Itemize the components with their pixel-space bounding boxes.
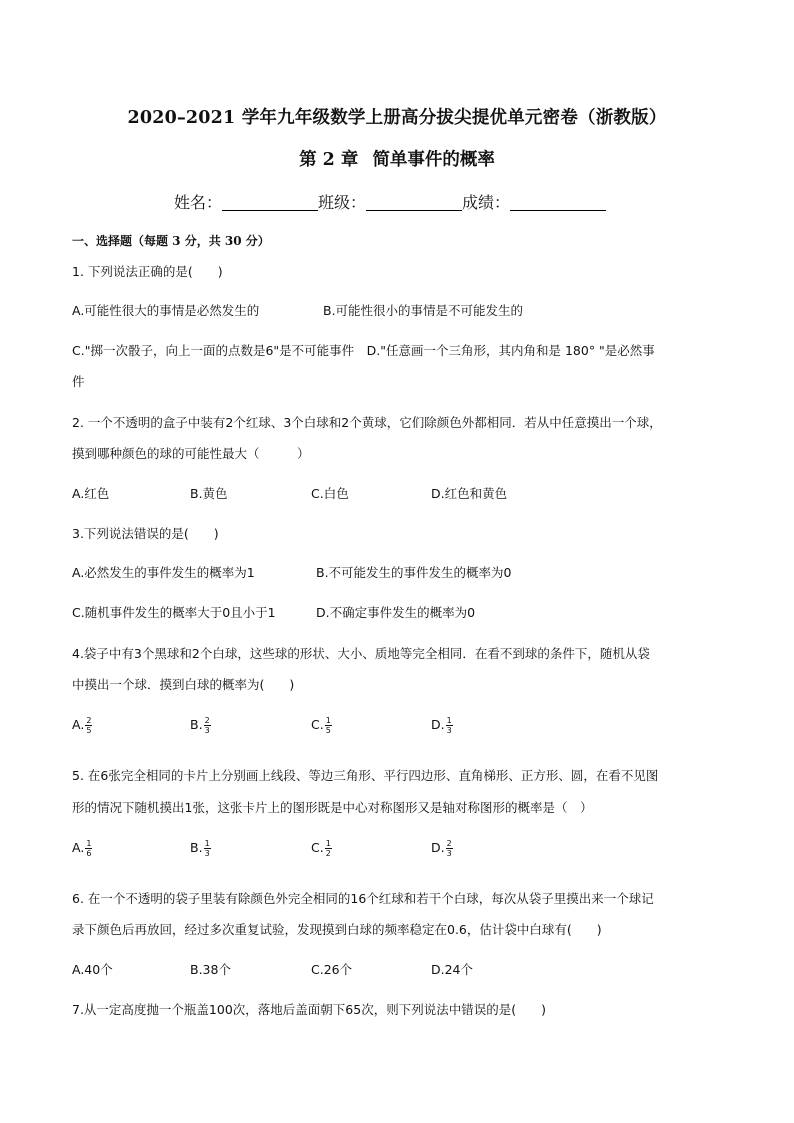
chapter-title: 简单事件的概率 — [372, 150, 495, 170]
chapter-heading — [0, 146, 794, 171]
fraction: $\frac{1}{2}$ — [325, 839, 331, 858]
q4-option-d: D. $\frac{1}{3}$ — [431, 716, 452, 735]
exam-title: 2020–2021 学年九年级数学上册高分拔尖提优单元密卷（浙教版） — [127, 108, 667, 128]
q2-stem-line1: 2. 一个不透明的盒子中装有2个红球、3个白球和2个黄球，它们除颜色外都相同．若从中任意摸出一个球， — [72, 415, 662, 430]
q3-option-b: B.不可能发生的事件发生的概率为0 — [316, 565, 512, 580]
q5-stem-line2: 形的情况下随机摸出1张，这张卡片上的图形既是中心对称图形又是轴对称图形的概率是（ ） — [72, 800, 593, 815]
q4-stem-line2: 中摸出一个球．摸到白球的概率为( ) — [72, 677, 295, 692]
student-info — [174, 190, 606, 213]
q2-option-c: C.白色 — [311, 486, 349, 501]
q6-option-a: A.40个 — [72, 962, 113, 977]
q6-stem-line2: 录下颜色后再放回，经过多次重复试验，发现摸到白球的频率稳定在0.6，估计袋中白球有( ) — [72, 922, 602, 937]
score-label: 成绩： — [462, 193, 511, 212]
q3-stem: 3.下列说法错误的是( ) — [72, 526, 219, 541]
q6-option-d: D.24个 — [431, 962, 474, 977]
fraction: $\frac{2}{3}$ — [204, 716, 210, 735]
q3-option-c: C.随机事件发生的概率大于0且小于1 — [72, 605, 276, 620]
fraction: $\frac{1}{3}$ — [446, 716, 452, 735]
q4-option-b: B. $\frac{2}{3}$ — [190, 716, 210, 735]
q3-option-d: D.不确定事件发生的概率为0 — [316, 605, 476, 620]
q2-option-d: D.红色和黄色 — [431, 486, 508, 501]
fraction: $\frac{1}{6}$ — [86, 839, 92, 858]
q5-option-a: A. $\frac{1}{6}$ — [72, 839, 92, 858]
q4-option-c: C. $\frac{1}{5}$ — [311, 716, 331, 735]
q5-option-c: C. $\frac{1}{2}$ — [311, 839, 331, 858]
q4-stem-line1: 4.袋子中有3个黑球和2个白球，这些球的形状、大小、质地等完全相同．在看不到球的条件下，随机从袋 — [72, 646, 650, 661]
class-field[interactable] — [366, 193, 462, 211]
q5-option-b: B. $\frac{1}{3}$ — [190, 839, 210, 858]
q2-option-b: B.黄色 — [190, 486, 228, 501]
q1-option-b: B.可能性很小的事情是不可能发生的 — [323, 303, 524, 318]
section-heading: 一、选择题（每题 3 分，共 30 分） — [72, 234, 270, 248]
q6-option-b: B.38个 — [190, 962, 231, 977]
q4-option-a: A. $\frac{2}{5}$ — [72, 716, 92, 735]
q3-option-a: A.必然发生的事件发生的概率为1 — [72, 565, 255, 580]
fraction: $\frac{1}{3}$ — [204, 839, 210, 858]
q1-stem: 1. 下列说法正确的是( ) — [72, 264, 223, 279]
score-field[interactable] — [510, 193, 606, 211]
q6-stem-line1: 6. 在一个不透明的袋子里装有除颜色外完全相同的16个红球和若干个白球，每次从袋子里摸出来一个球记 — [72, 891, 654, 906]
name-label: 姓名： — [174, 193, 223, 212]
q5-option-d: D. $\frac{2}{3}$ — [431, 839, 452, 858]
fraction: $\frac{1}{5}$ — [325, 716, 331, 735]
fraction: $\frac{2}{5}$ — [86, 716, 92, 735]
q2-stem-line2: 摸到哪种颜色的球的可能性最大（ ） — [72, 446, 310, 461]
q2-option-a: A.红色 — [72, 486, 110, 501]
q1-option-a: A.可能性很大的事情是必然发生的 — [72, 303, 260, 318]
fraction: $\frac{2}{3}$ — [446, 839, 452, 858]
class-label: 班级： — [318, 193, 367, 212]
chapter-number: 第 2 章 — [299, 150, 359, 170]
q7-stem: 7.从一定高度抛一个瓶盖100次，落地后盖面朝下65次，则下列说法中错误的是( ) — [72, 1002, 546, 1017]
q1-option-cd-cont: 件 — [72, 374, 85, 389]
name-field[interactable] — [222, 193, 318, 211]
q1-option-cd: C."掷一次骰子，向上一面的点数是6"是不可能事件 D."任意画一个三角形，其内角和是 180° "是必然事 — [72, 343, 655, 358]
q6-option-c: C.26个 — [311, 962, 353, 977]
q5-stem-line1: 5. 在6张完全相同的卡片上分别画上线段、等边三角形、平行四边形、直角梯形、正方形、圆，在看不见图 — [72, 768, 659, 783]
